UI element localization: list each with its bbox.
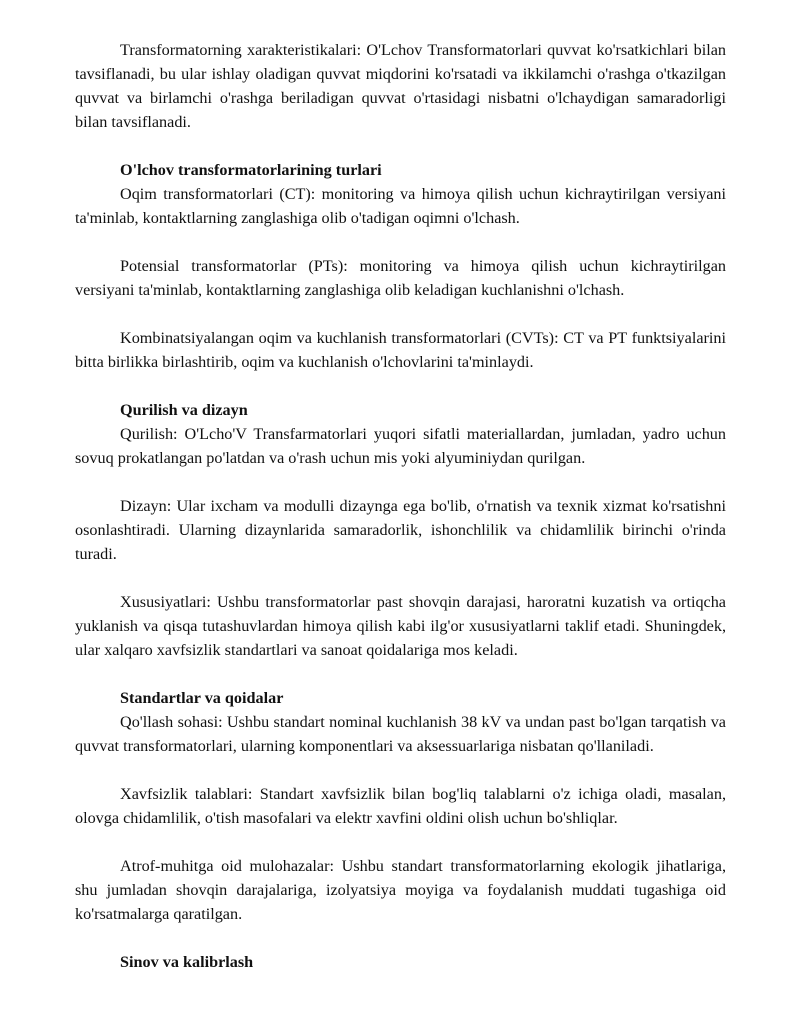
standards-paragraph-safety: Xavfsizlik talablari: Standart xavfsizlik bilan bog'liq talablarni o'z ichiga oladi, masalan, olovga chidamlilik, o'tish masofalari va elektr xavfini oldini olish uchun bo'shliqlar. xyxy=(75,785,726,827)
construction-paragraph-build: Qurilish: O'Lcho'V Transfarmatorlari yuqori sifatli materiallardan, jumladan, yadro uchun sovuq prokatlangan po'latdan va o'rash uchun mis yoki alyuminiydan qurilgan. xyxy=(75,425,726,467)
standards-paragraph-environment: Atrof-muhitga oid mulohazalar: Ushbu standart transformatorlarning ekologik jihatlariga, shu jumladan shovqin darajalariga, izolyatsiya moyiga va foydalanish muddati tugashiga oid ko'rsatmalarga qaratilgan. xyxy=(75,857,726,923)
construction-paragraph-design: Dizayn: Ular ixcham va modulli dizaynga ega bo'lib, o'rnatish va texnik xizmat ko'rsatishni osonlashtiradi. Ularning dizaynlarida samaradorlik, ishonchlilik va chidamlilik birinchi o'rinda turadi. xyxy=(75,497,726,563)
intro-paragraph: Transformatorning xarakteristikalari: O'Lchov Transformatorlari quvvat ko'rsatkichlari bilan tavsiflanadi, bu ular ishlay oladigan quvvat miqdorini ko'rsatadi va ikkilamchi o'rashga o'tkazilgan quvvat va birlamchi o'rashga beriladigan quvvat o'rtasidagi nisbatni o'lchaydigan samaradorligi bilan tavsiflanadi. xyxy=(75,41,726,131)
section-heading-types: O'lchov transformatorlarining turlari xyxy=(120,161,382,179)
standards-paragraph-scope: Qo'llash sohasi: Ushbu standart nominal kuchlanish 38 kV va undan past bo'lgan tarqatish va quvvat transformatorlari, ularning komponentlari va aksessuarlariga nisbatan qo'llaniladi. xyxy=(75,713,726,755)
types-paragraph-cvt: Kombinatsiyalangan oqim va kuchlanish transformatorlari (CVTs): CT va PT funktsiyalarini bitta birlikka birlashtirib, oqim va kuchlanish o'lchovlarini ta'minlaydi. xyxy=(75,329,726,371)
types-paragraph-pt: Potensial transformatorlar (PTs): monitoring va himoya qilish uchun kichraytirilgan versiyani ta'minlab, kontaktlarning zanglashiga olib keladigan kuchlanishni o'lchash. xyxy=(75,257,726,299)
construction-paragraph-features: Xususiyatlari: Ushbu transformatorlar past shovqin darajasi, haroratni kuzatish va ortiqcha yuklanish va qisqa tutashuvlardan himoya qilish kabi ilg'or xususiyatlarni taklif etadi. Shuningdek, ular xalqaro xavfsizlik standartlari va sanoat qoidalariga mos keladi. xyxy=(75,593,726,659)
section-heading-construction: Qurilish va dizayn xyxy=(120,401,248,419)
section-heading-testing: Sinov va kalibrlash xyxy=(120,953,254,971)
section-heading-standards: Standartlar va qoidalar xyxy=(120,689,284,707)
types-paragraph-ct: Oqim transformatorlari (CT): monitoring va himoya qilish uchun kichraytirilgan versiyani ta'minlab, kontaktlarning zanglashiga olib o'tadigan oqimni o'lchash. xyxy=(75,185,726,227)
document-page xyxy=(75,38,726,974)
